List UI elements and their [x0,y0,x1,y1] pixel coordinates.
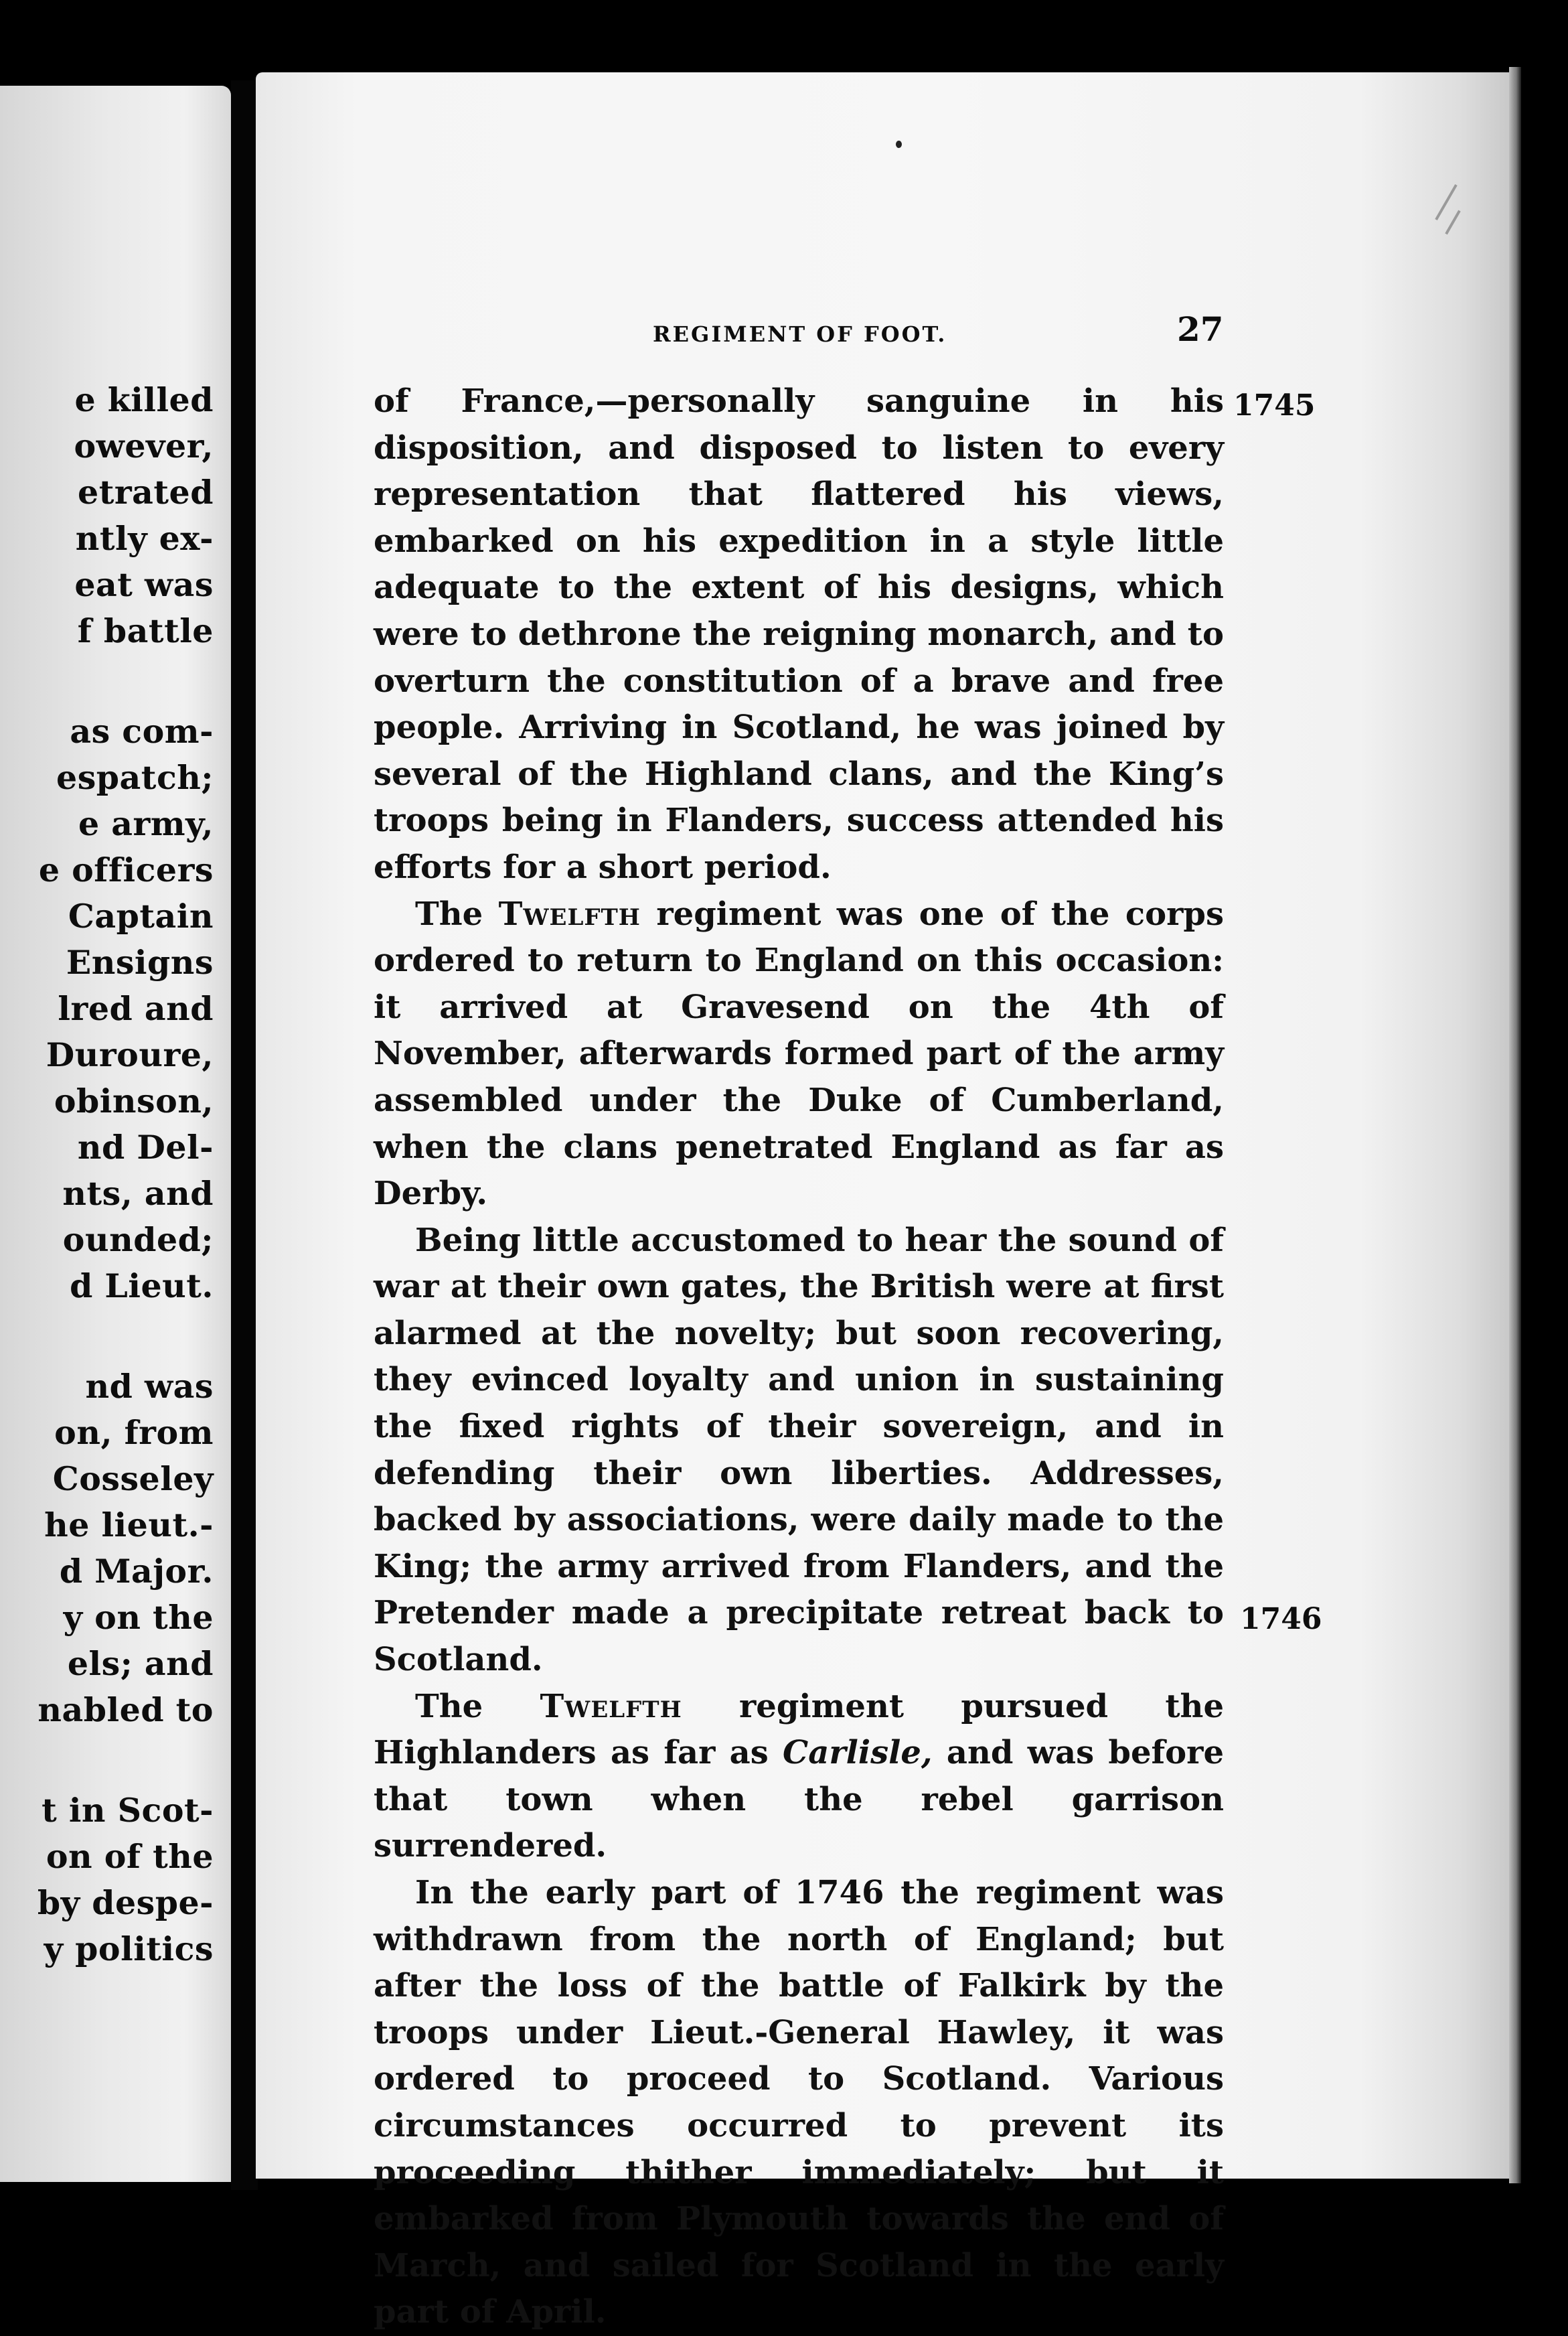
paragraph-2-text: regiment was one of the corps ordered to return to England on this occasion: it arrived at Gravesend on the 4th of November, afterwards formed part of the army assembled under the Duke of Cumberland, when the clans penetrated England as far as Derby. [374,895,1224,1213]
running-title: REGIMENT OF FOOT. [653,321,947,347]
paragraph-1: of France,—personally sanguine in his disposition, and disposed to listen to every representation that flattered his views, embarked on his expedition in a style little adequate to the extent of his designs, which were to dethrone the reigning monarch, and to overturn the constitution of a brave and free people. Arriving in Scotland, he was joined by several of the Highland clans, and the King’s troops being in Flanders, success attended his efforts for a short period. [374,382,1224,886]
left-page-line: nts, and [62,1174,214,1213]
left-page-line: on of the [46,1837,214,1876]
paragraph-4 [374,1684,1224,1870]
left-page-line: Duroure, [46,1035,214,1074]
left-page-line: lred and [58,989,214,1028]
left-page-line: Captain [68,897,214,936]
left-page-line: e officers [38,851,214,889]
paragraph-4-text: and was before that town when the rebel garrison surrendered. [374,1734,1224,1865]
left-page-line: els; and [67,1644,214,1683]
paragraph-5: In the early part of 1746 the regiment was withdrawn from the north of England; but after the loss of the battle of Falkirk by the troops under Lieut.-General Hawley, it was ordered to proceed to Scotland. Various circumstances occurred to prevent its proceeding thither immediately; but it embarked from Plymouth towards the end of March, and sailed for Scotland in the early part of April. [374,1874,1224,2331]
paragraph-3: Being little accustomed to hear the sound of war at their own gates, the British were at first alarmed at the novelty; but soon recovering, they evinced loyalty and union in sustaining the fixed rights of their sovereign, and in defending their own liberties. Addresses, backed by associations, were daily made to the King; the army arrived from Flanders, and the Pretender made a precipitate retreat back to Scotland. [374,1221,1224,1679]
left-page-line: Cosseley [52,1459,214,1498]
left-page-line: nabled to [37,1690,214,1729]
left-page-line: Ensigns [66,943,214,982]
left-page-line: he lieut.- [44,1506,214,1544]
left-page-line: e army, [78,804,214,843]
left-page-line: eat was [74,565,214,604]
left-page-line: as com- [70,712,214,751]
left-page-line: t in Scot- [42,1791,214,1830]
paragraph-4-lead: The [415,1687,483,1725]
paragraph-2 [374,891,1224,1218]
left-page-line: d Major. [59,1552,214,1591]
left-page-line: y politics [44,1929,214,1968]
left-page-line: nd Del- [77,1128,214,1167]
left-page-line: by despe- [37,1883,214,1922]
ink-speck [896,141,902,148]
left-page-line: y on the [63,1598,214,1637]
left-page-fragment [0,86,231,2182]
page-number: 27 [1177,309,1224,349]
paragraph-4-middle: regiment pursued the Highlanders as far as [374,1687,1224,1772]
left-page-line: ounded; [62,1220,214,1259]
left-page-line: ntly ex- [75,519,214,558]
place-name-italic: Carlisle, [783,1734,933,1772]
left-page-line: on, from [54,1413,214,1452]
margin-year-1745: 1745 [1233,388,1316,423]
left-page-line: f battle [77,611,214,650]
margin-year-1746: 1746 [1240,1602,1322,1636]
left-page-line: d Lieut. [70,1266,214,1305]
left-page-line: e killed [74,380,214,419]
paragraph-2-lead: The [415,895,483,933]
regiment-name-small-caps: Twelfth [540,1687,682,1725]
page-edge [1509,67,1521,2183]
regiment-name-small-caps: Twelfth [498,895,641,933]
left-page-line: nd was [85,1367,214,1406]
left-page-line: espatch; [56,758,214,797]
body-text [374,378,1224,2336]
book-gutter [231,80,258,2190]
left-page-line: etrated [78,473,214,512]
left-page-line: obinson, [54,1082,214,1120]
left-page-line: owever, [74,427,214,465]
